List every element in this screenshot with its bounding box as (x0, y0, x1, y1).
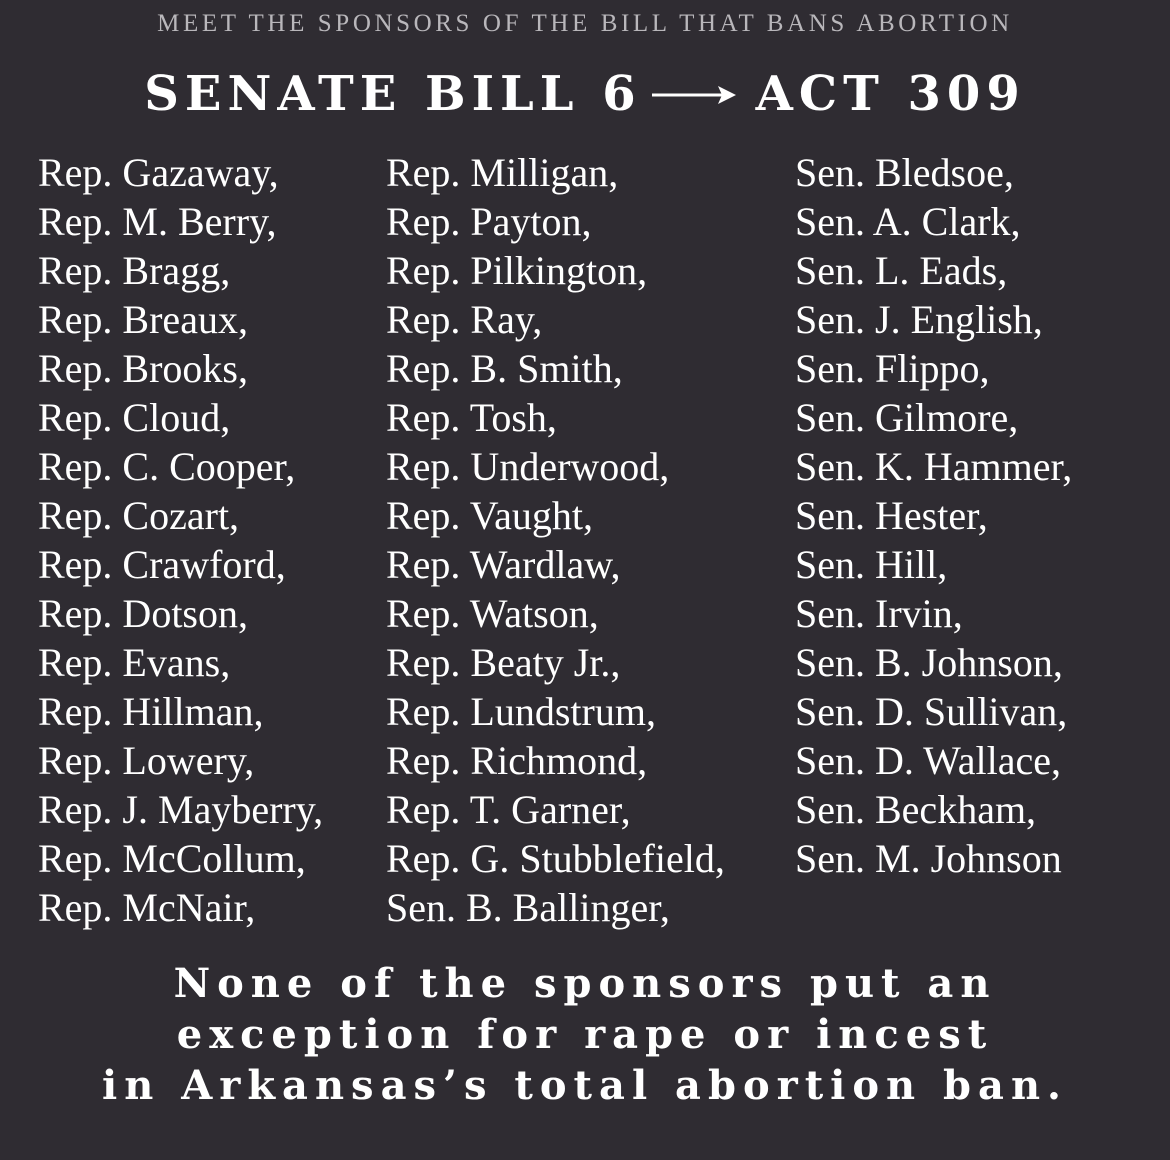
sponsor-name: Rep. Lowery, (38, 738, 255, 783)
footer-line: None of the sponsors put an (173, 960, 997, 1007)
footer-line: exception for rape or incest (176, 1011, 994, 1058)
sponsor-name: Sen. Bledsoe, (795, 150, 1014, 195)
sponsor-name: Rep. Ray, (386, 297, 543, 342)
sponsor-name: Rep. Bragg, (38, 248, 231, 293)
footer-statement (0, 958, 1170, 1111)
sponsor-name: Rep. Watson, (386, 591, 599, 636)
sponsor-name: Sen. Flippo, (795, 346, 990, 391)
headline (0, 64, 1170, 124)
sponsor-name: Sen. B. Johnson, (795, 640, 1063, 685)
sponsor-name: Rep. T. Garner, (386, 787, 631, 832)
sponsor-name: Rep. Payton, (386, 199, 592, 244)
sponsor-name: Rep. C. Cooper, (38, 444, 296, 489)
sponsor-name: Rep. Richmond, (386, 738, 648, 783)
sponsor-name: Rep. Underwood, (386, 444, 670, 489)
sponsor-name: Sen. M. Johnson (795, 836, 1062, 881)
sponsor-name: Rep. Gazaway, (38, 150, 279, 195)
sponsor-name: Sen. D. Sullivan, (795, 689, 1068, 734)
sponsor-column-3 (795, 148, 1072, 883)
sponsor-name: Rep. Lundstrum, (386, 689, 656, 734)
sponsor-name: Sen. D. Wallace, (795, 738, 1061, 783)
sponsor-column-1 (38, 148, 323, 932)
right-arrow-icon (650, 64, 738, 124)
sponsor-name: Rep. Cloud, (38, 395, 231, 440)
sponsor-name: Sen. Beckham, (795, 787, 1037, 832)
sponsor-name: Sen. B. Ballinger, (386, 885, 670, 930)
sponsor-name: Rep. Brooks, (38, 346, 248, 391)
sponsor-name: Rep. Breaux, (38, 297, 248, 342)
sponsor-name: Sen. L. Eads, (795, 248, 1008, 293)
footer-line: in Arkansas’s total abortion ban. (102, 1062, 1068, 1109)
sponsor-name: Rep. Hillman, (38, 689, 264, 734)
sponsor-name: Sen. J. English, (795, 297, 1043, 342)
sponsor-name: Rep. Vaught, (386, 493, 594, 538)
headline-bill: SENATE BILL 6 (144, 66, 642, 122)
sponsor-name: Rep. Beaty Jr., (386, 640, 621, 685)
sponsor-name: Rep. B. Smith, (386, 346, 623, 391)
sponsor-column-2 (386, 148, 725, 932)
sponsor-name: Rep. Dotson, (38, 591, 248, 636)
sponsor-name: Sen. A. Clark, (795, 199, 1021, 244)
sponsor-name: Rep. Crawford, (38, 542, 286, 587)
sponsor-name: Rep. Tosh, (386, 395, 557, 440)
sponsor-name: Sen. Hill, (795, 542, 948, 587)
sponsor-name: Rep. Cozart, (38, 493, 240, 538)
sponsor-name: Rep. M. Berry, (38, 199, 277, 244)
kicker-text: MEET THE SPONSORS OF THE BILL THAT BANS ABORTION (157, 10, 1013, 37)
sponsor-name: Rep. McCollum, (38, 836, 306, 881)
sponsor-name: Sen. Irvin, (795, 591, 963, 636)
sponsor-name: Rep. Wardlaw, (386, 542, 621, 587)
sponsor-name: Sen. Gilmore, (795, 395, 1019, 440)
sponsor-name: Sen. K. Hammer, (795, 444, 1073, 489)
sponsor-name: Rep. Pilkington, (386, 248, 648, 293)
sponsor-name: Rep. Milligan, (386, 150, 619, 195)
headline-act: ACT 309 (755, 66, 1026, 122)
sponsor-name: Sen. Hester, (795, 493, 988, 538)
sponsor-name: Rep. J. Mayberry, (38, 787, 324, 832)
sponsor-name: Rep. McNair, (38, 885, 256, 930)
sponsor-name: Rep. Evans, (38, 640, 231, 685)
sponsor-name: Rep. G. Stubblefield, (386, 836, 725, 881)
